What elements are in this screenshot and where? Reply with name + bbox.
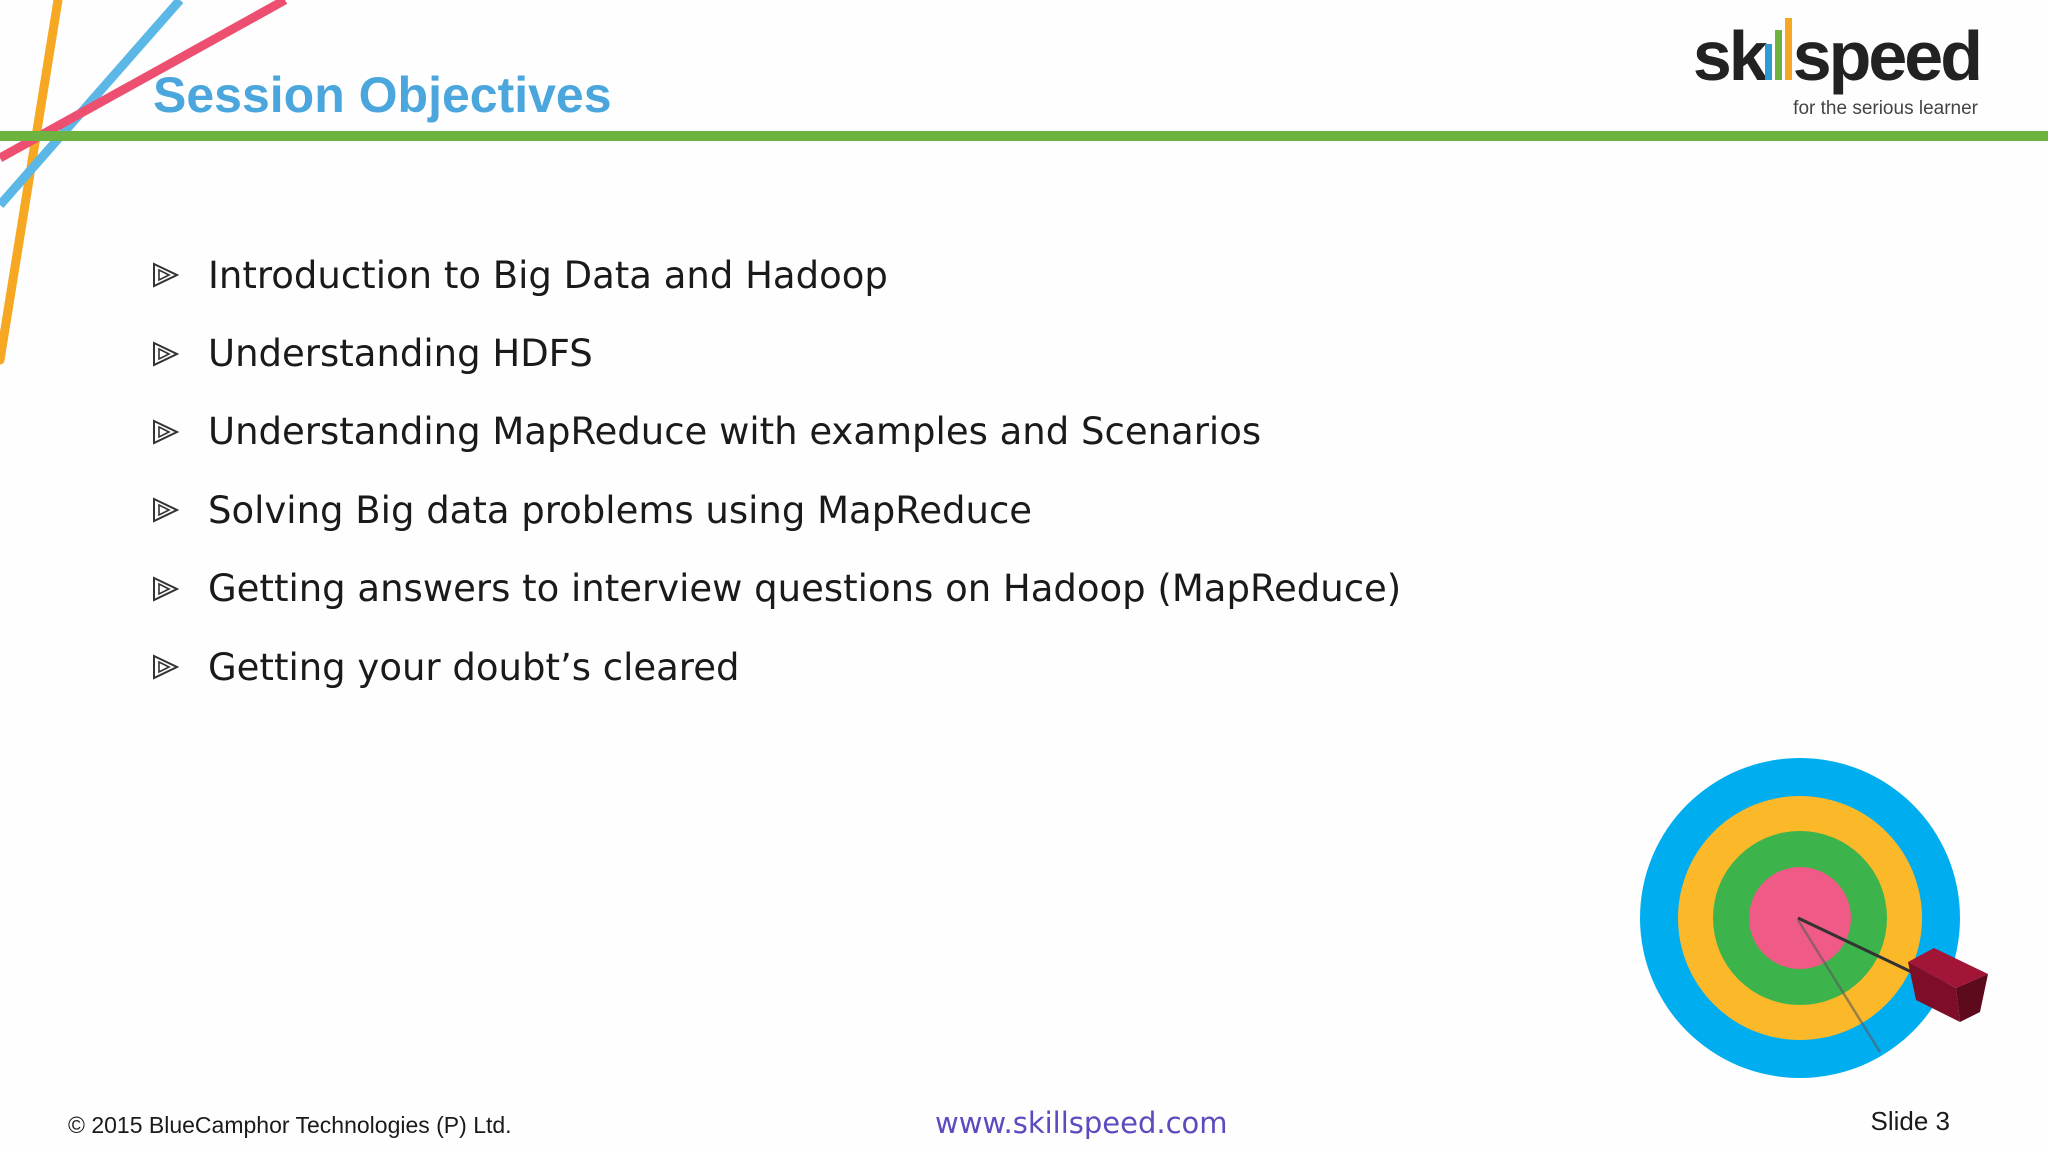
logo-bars-icon xyxy=(1765,18,1793,80)
objectives-list xyxy=(150,236,1401,706)
objective-item xyxy=(150,550,1401,628)
objective-item xyxy=(150,236,1401,314)
triangle-bullet-icon xyxy=(150,495,180,525)
objective-text: Getting answers to interview questions on Hadoop (MapReduce) xyxy=(208,567,1402,611)
triangle-bullet-icon xyxy=(150,260,180,290)
title-divider xyxy=(0,131,2048,141)
skillspeed-logo xyxy=(1660,8,1990,128)
footer-website-link[interactable]: www.skillspeed.com xyxy=(935,1106,1228,1140)
objective-text: Solving Big data problems using MapReduce xyxy=(208,488,1033,532)
objective-item xyxy=(150,314,1401,392)
objective-text: Getting your doubt’s cleared xyxy=(208,645,740,689)
footer-copyright: © 2015 BlueCamphor Technologies (P) Ltd. xyxy=(68,1112,512,1138)
logo-wordmark: sk speed xyxy=(1692,17,1980,95)
logo-tagline: for the serious learner xyxy=(1793,98,1978,119)
objective-text: Understanding MapReduce with examples and Scenarios xyxy=(208,410,1262,454)
triangle-bullet-icon xyxy=(150,652,180,682)
triangle-bullet-icon xyxy=(150,339,180,369)
objective-item xyxy=(150,628,1401,706)
objective-text: Introduction to Big Data and Hadoop xyxy=(208,253,888,297)
objective-item xyxy=(150,471,1401,549)
target-arrow-icon xyxy=(1630,750,2000,1090)
objective-text: Understanding HDFS xyxy=(208,332,593,376)
triangle-bullet-icon xyxy=(150,574,180,604)
triangle-bullet-icon xyxy=(150,417,180,447)
slide-number: Slide 3 xyxy=(1870,1106,1950,1136)
slide-title: Session Objectives xyxy=(153,67,612,123)
objective-item xyxy=(150,393,1401,471)
